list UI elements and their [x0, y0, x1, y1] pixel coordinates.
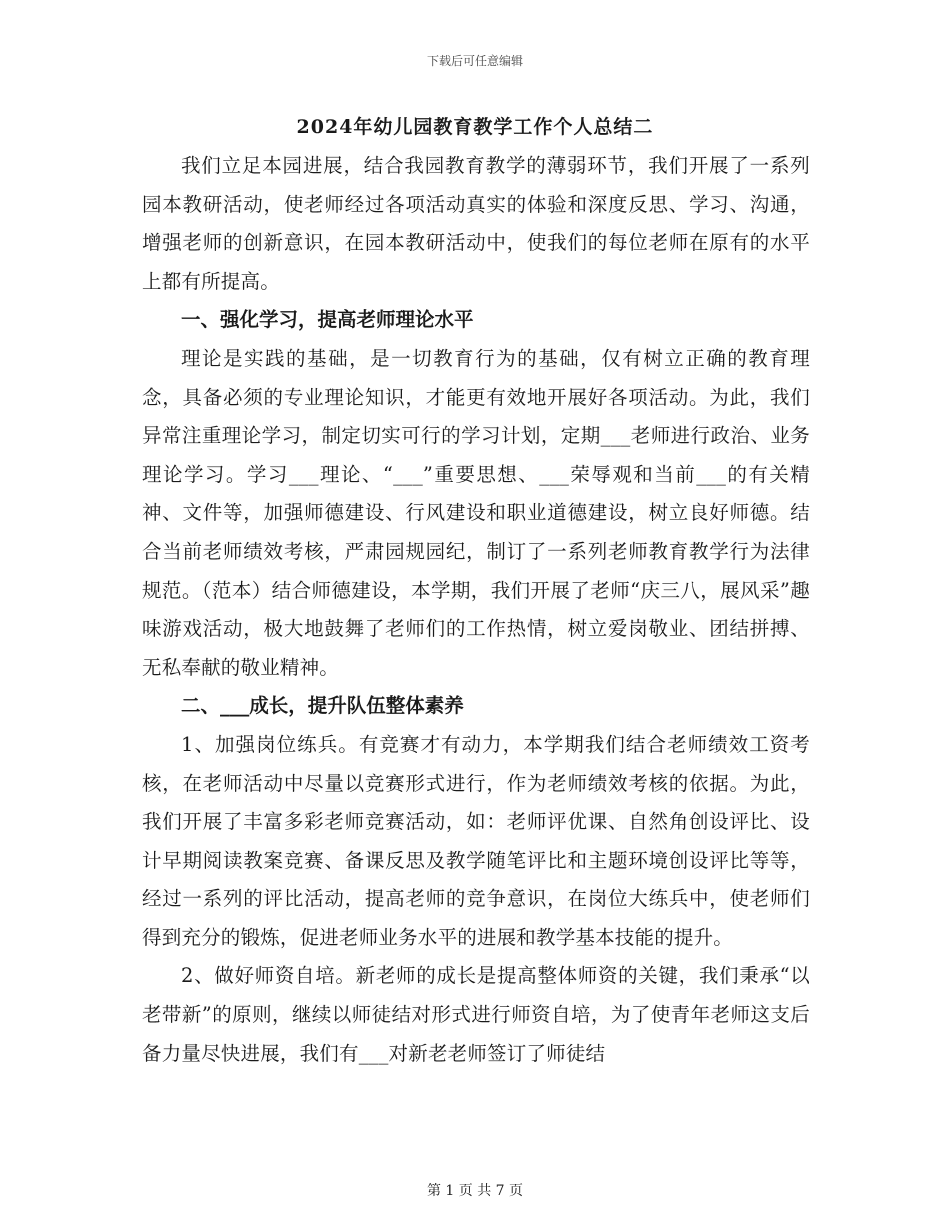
section-1-paragraph: 理论是实践的基础，是一切教育行为的基础，仅有树立正确的教育理念，具备必须的专业理论知识，才能更有效地开展好各项活动。为此，我们异常注重理论学习，制定切实可行的学习计划，定期___老师进行政治、业务理论学习。学习___理论、“___”重要思想、___荣辱观和当前___的有关精神、文件等，加强师德建设、行风建设和职业道德建设，树立良好师德。结合当前老师绩效考核，严肃园规园纪，制订了一系列老师教育教学行为法律规范。（范本）结合师德建设，本学期，我们开展了老师“庆三八，展风采”趣味游戏活动，极大地鼓舞了老师们的工作热情，树立爱岗敬业、团结拼搏、无私奉献的敬业精神。 [142, 346, 810, 679]
document-body [142, 147, 810, 1073]
section-2-item-1: 1、加强岗位练兵。有竞赛才有动力，本学期我们结合老师绩效工资考核，在老师活动中尽量以竞赛形式进行，作为老师绩效考核的依据。为此，我们开展了丰富多彩老师竞赛活动，如：老师评优课、自然角创设评比、设计早期阅读教案竞赛、备课反思及教学随笔评比和主题环境创设评比等等，经过一系列的评比活动，提高老师的竞争意识，在岗位大练兵中，使老师们得到充分的锻炼，促进老师业务水平的进展和教学基本技能的提升。 [142, 732, 810, 949]
header-note: 下载后可任意编辑 [426, 54, 523, 68]
intro-paragraph: 我们立足本园进展，结合我园教育教学的薄弱环节，我们开展了一系列园本教研活动，使老师经过各项活动真实的体验和深度反思、学习、沟通，增强老师的创新意识，在园本教研活动中，使我们的每位老师在原有的水平上都有所提高。 [142, 154, 810, 293]
page-number-footer: 第 1 页 共 7 页 [426, 1183, 524, 1199]
section-2-item-2: 2、做好师资自培。新老师的成长是提高整体师资的关键，我们秉承“以老带新”的原则，继续以师徒结对形式进行师资自培，为了使青年老师这支后备力量尽快进展，我们有___对新老老师签订了师徒结 [142, 964, 810, 1065]
section-2-heading: 二、___成长，提升队伍整体素养 [181, 694, 464, 718]
section-1-heading: 一、强化学习，提高老师理论水平 [181, 308, 474, 332]
document-title: 2024年幼儿园教育教学工作个人总结二 [296, 116, 654, 138]
